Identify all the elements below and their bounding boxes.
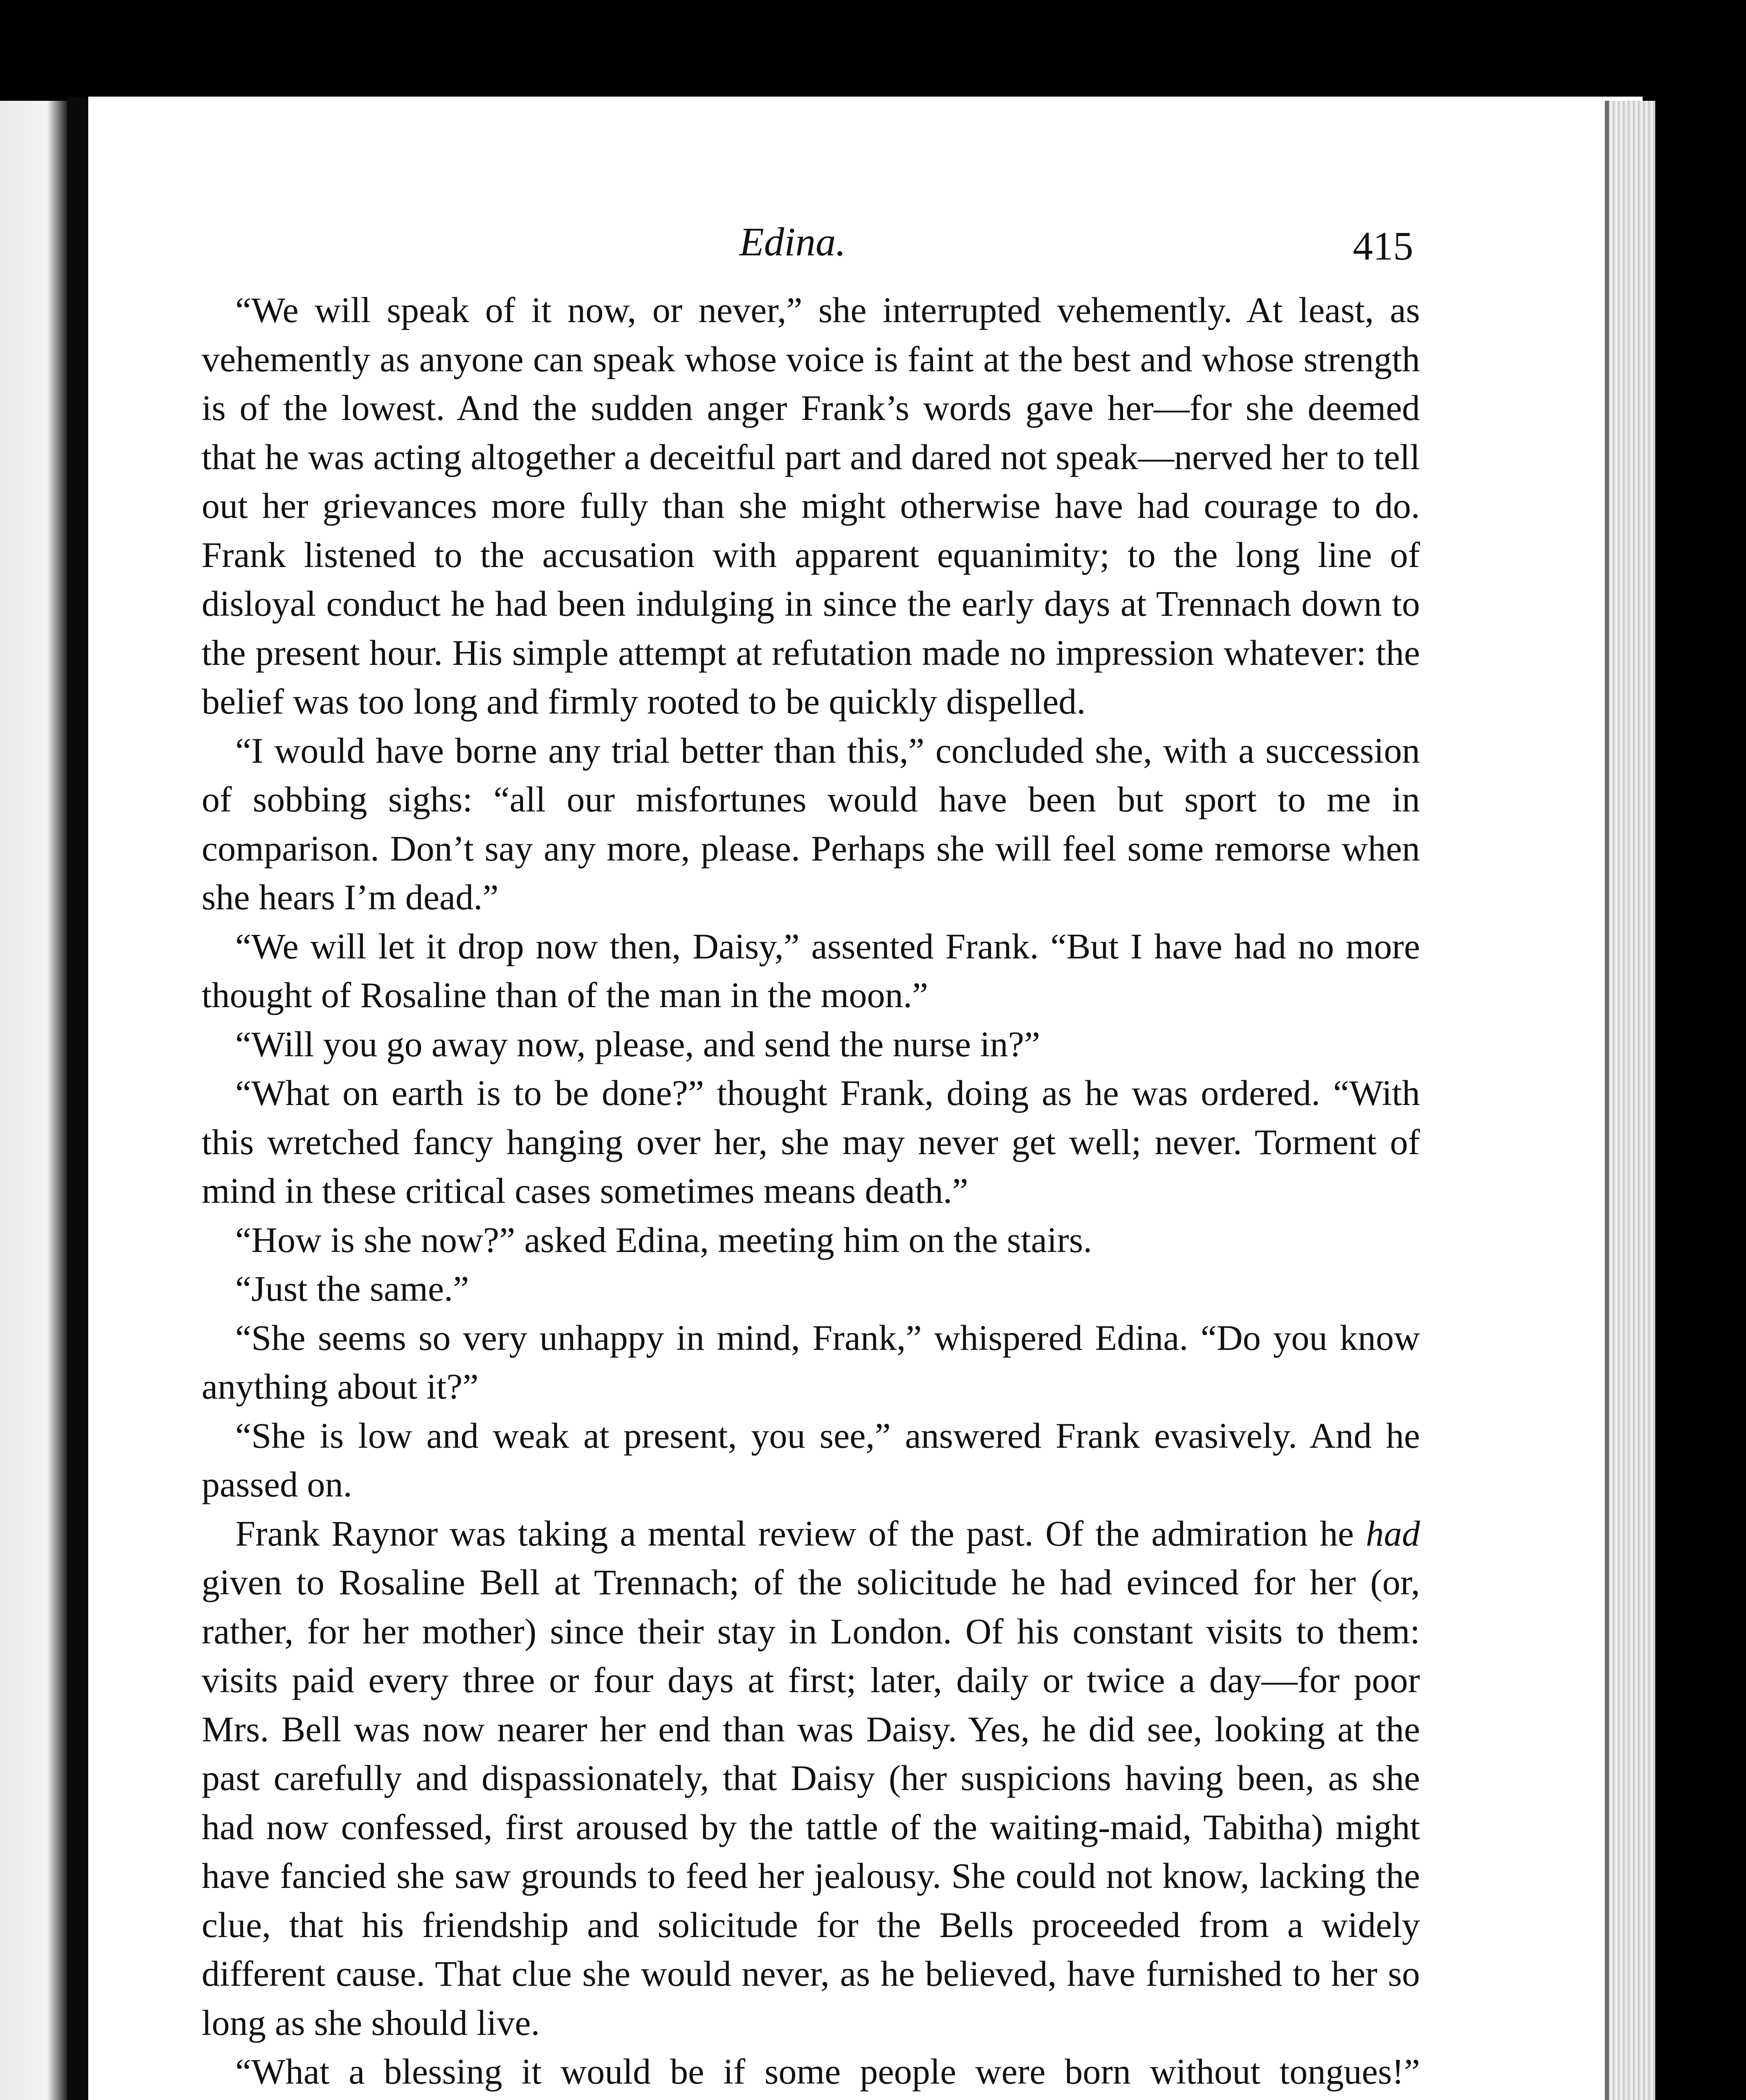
page-stack-edge bbox=[1609, 101, 1655, 2100]
paragraph bbox=[202, 1509, 1420, 2048]
paragraph: “Just the same.” bbox=[235, 1268, 469, 1309]
paragraph-text: Frank Raynor was taking a mental review of the past. Of the admiration he bbox=[235, 1513, 1366, 1554]
paragraph-text: given to Rosaline Bell at Trennach; of the solicitude he had evinced for her (or, rather, for her mother) since their stay in London. Of his constant visits to them: visits paid every three or four days at first; later, daily or twice a day—for poor Mrs. Bell was now nearer her end than was Daisy. Yes, he did see, looking at the past carefully and dispassionately, that Daisy (her suspicions having been, as she had now confessed, first aroused by the tattle of the waiting-maid, Tabitha) might have fancied she saw grounds to feed her jealousy. She could not know, lacking the clue, that his friendship and solicitude for the Bells proceeded from a widely different cause. That clue she would never, as he believed, have furnished to her so long as she should live. bbox=[202, 1562, 1420, 2043]
paragraph: “What a blessing it would be if some people were born without tongues!” bbox=[235, 2051, 1420, 2092]
paragraph: “What on earth is to be done?” thought Frank, doing as he was ordered. “With this wretched fancy hanging over her, she may never get well; never. Torment of mind in these critical cases sometimes means death.” bbox=[202, 1073, 1420, 1211]
facing-page-edge bbox=[0, 101, 67, 2100]
paragraph: “Will you go away now, please, and send the nurse in?” bbox=[235, 1024, 1040, 1064]
running-head: Edina. bbox=[739, 219, 846, 264]
italic-emphasis: had bbox=[1366, 1513, 1420, 1554]
paragraph: “How is she now?” asked Edina, meeting him on the stairs. bbox=[235, 1219, 1092, 1260]
paragraph: “She seems so very unhappy in mind, Frank,” whispered Edina. “Do you know anything about it?” bbox=[202, 1317, 1420, 1407]
paragraph: “We will let it drop now then, Daisy,” assented Frank. “But I have had no more thought of Rosaline than of the man in the moon.” bbox=[202, 926, 1420, 1015]
book-binding-shadow bbox=[67, 97, 88, 2100]
paragraph: “We will speak of it now, or never,” she interrupted vehemently. At least, as vehemently as anyone can speak whose voice is faint at the best and whose strength is of the lowest. And the sudden anger Frank’s words gave her—for she deemed that he was acting altogether a deceitful part and dared not speak—nerved her to tell out her grievances more fully than she might otherwise have had courage to do. Frank listened to the accusation with apparent equanimity; to the long line of disloyal conduct he had been indulging in since the early days at Trennach down to the present hour. His simple attempt at refutation made no impression whatever: the belief was too long and firmly rooted to be quickly dispelled. bbox=[202, 290, 1420, 722]
page-number: 415 bbox=[1353, 223, 1413, 268]
paragraph: “I would have borne any trial better than this,” concluded she, with a succession of sobbing sighs: “all our misfortunes would have been but sport to me in comparison. Don’t say any more, please. Perhaps she will feel some remorse when she hears I’m dead.” bbox=[202, 730, 1420, 917]
body-text bbox=[202, 286, 1420, 2100]
paragraph: “She is low and weak at present, you see,” answered Frank evasively. And he passed on. bbox=[202, 1415, 1420, 1504]
